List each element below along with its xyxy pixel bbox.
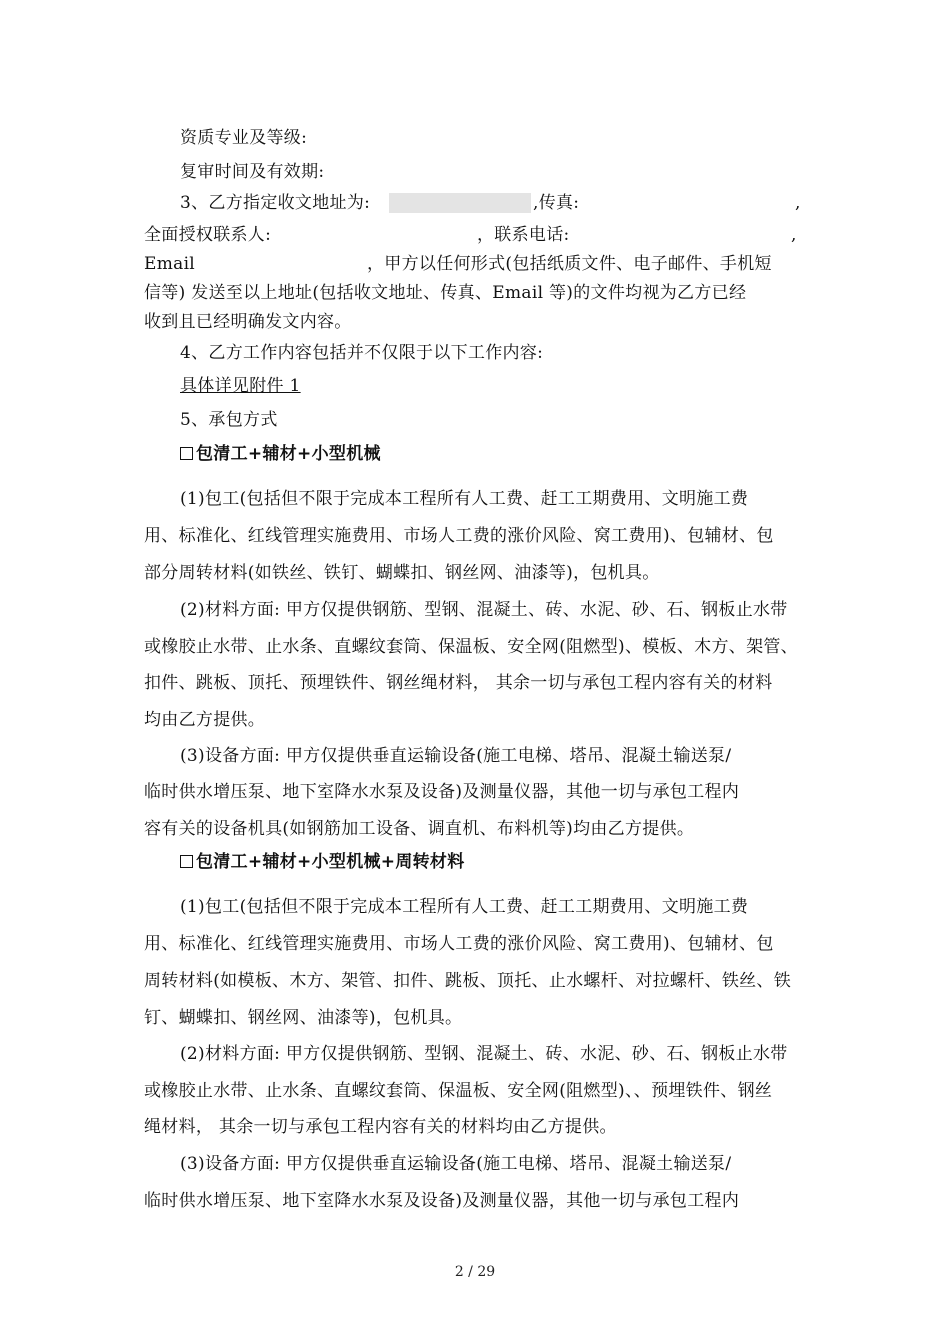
checkbox-icon xyxy=(180,855,193,868)
paragraph-line: (2)材料方面: 甲方仅提供钢筋、型钢、混凝土、砖、水泥、砂、石、钢板止水带 xyxy=(180,1044,788,1064)
fax-label: ,传真: xyxy=(533,193,580,213)
attachment-link-text: 具体详见附件 1 xyxy=(180,376,301,396)
phone-label: ，联系电话: xyxy=(477,225,570,245)
page-number: 2 / 29 xyxy=(454,1264,496,1280)
paragraph-line: (1)包工(包括但不限于完成本工程所有人工费、赶工工期费用、文明施工费 xyxy=(180,897,749,917)
address-label: 3、乙方指定收文地址为: xyxy=(180,193,371,213)
paragraph-line: (2)材料方面: 甲方仅提供钢筋、型钢、混凝土、砖、水泥、砂、石、钢板止水带 xyxy=(180,600,788,620)
checkbox-icon xyxy=(180,447,193,460)
paragraph-line: 临时供水增压泵、地下室降水水泵及设备)及测量仪器，其他一切与承包工程内 xyxy=(144,1191,740,1211)
email-label: Email xyxy=(144,254,196,274)
review-time-line: 复审时间及有效期: xyxy=(180,162,325,182)
comma: , xyxy=(795,193,801,213)
paragraph-line: 临时供水增压泵、地下室降水水泵及设备)及测量仪器，其他一切与承包工程内 xyxy=(144,782,740,802)
paragraph-line: ，甲方以任何形式(包括纸质文件、电子邮件、手机短 xyxy=(367,254,772,274)
paragraph-line: (3)设备方面: 甲方仅提供垂直运输设备(施工电梯、塔吊、混凝土输送泵/ xyxy=(180,746,732,766)
paragraph-line: 绳材料， 其余一切与承包工程内容有关的材料均由乙方提供。 xyxy=(144,1117,617,1137)
paragraph-line: 用、标准化、红线管理实施费用、市场人工费的涨价风险、窝工费用)、包辅材、包 xyxy=(144,526,774,546)
contact-label: 全面授权联系人: xyxy=(144,225,272,245)
option-1-heading: 包清工+辅材+小型机械 xyxy=(180,440,381,468)
paragraph-line: 容有关的设备机具(如钢筋加工设备、调直机、布料机等)均由乙方提供。 xyxy=(144,819,695,839)
paragraph-line: 收到且已经明确发文内容。 xyxy=(144,312,352,332)
option-2-heading: 包清工+辅材+小型机械+周转材料 xyxy=(180,848,465,876)
paragraph-line: 用、标准化、红线管理实施费用、市场人工费的涨价风险、窝工费用)、包辅材、包 xyxy=(144,934,774,954)
redacted-address xyxy=(389,193,531,213)
work-content-line: 4、乙方工作内容包括并不仅限于以下工作内容: xyxy=(180,343,544,363)
paragraph-line: 钉、蝴蝶扣、钢丝网、油漆等)，包机具。 xyxy=(144,1008,463,1028)
paragraph-line: 部分周转材料(如铁丝、铁钉、蝴蝶扣、钢丝网、油漆等)，包机具。 xyxy=(144,563,660,583)
paragraph-line: 扣件、跳板、顶托、预埋铁件、钢丝绳材料， 其余一切与承包工程内容有关的材料 xyxy=(144,673,773,693)
paragraph-line: 信等) 发送至以上地址(包括收文地址、传真、Email 等)的文件均视为乙方已经 xyxy=(144,283,747,303)
paragraph-line: 或橡胶止水带、止水条、直螺纹套筒、保温板、安全网(阻燃型)、模板、木方、架管、 xyxy=(144,637,798,657)
qualification-line: 资质专业及等级: xyxy=(180,128,308,148)
paragraph-line: 周转材料(如模板、木方、架管、扣件、跳板、顶托、止水螺杆、对拉螺杆、铁丝、铁 xyxy=(144,971,792,991)
paragraph-line: 或橡胶止水带、止水条、直螺纹套筒、保温板、安全网(阻燃型)、、预埋铁件、钢丝 xyxy=(144,1081,773,1101)
paragraph-line: (3)设备方面: 甲方仅提供垂直运输设备(施工电梯、塔吊、混凝土输送泵/ xyxy=(180,1154,732,1174)
paragraph-line: 均由乙方提供。 xyxy=(144,710,266,730)
contract-method-heading: 5、承包方式 xyxy=(180,410,278,430)
comma: , xyxy=(791,225,797,245)
paragraph-line: (1)包工(包括但不限于完成本工程所有人工费、赶工工期费用、文明施工费 xyxy=(180,489,749,509)
